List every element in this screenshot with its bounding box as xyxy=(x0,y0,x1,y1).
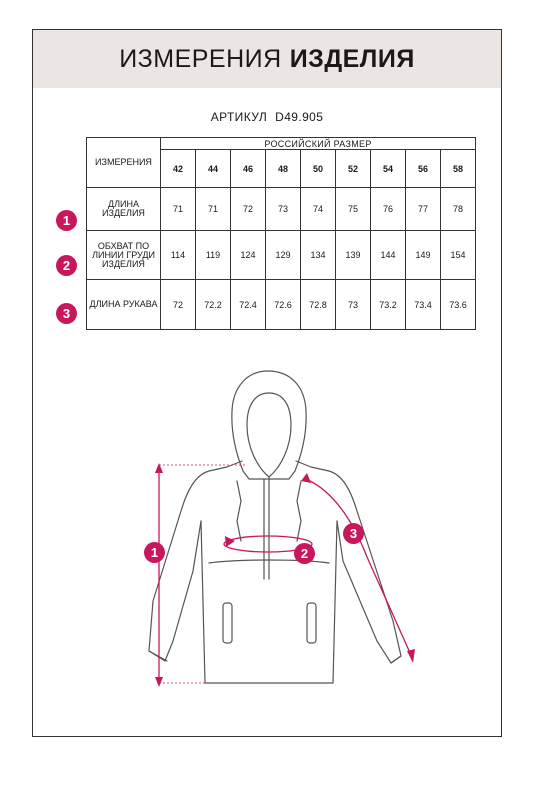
article-code: D49.905 xyxy=(275,110,324,124)
diagram-marker-2: 2 xyxy=(294,543,315,564)
table-cell: 129 xyxy=(266,231,301,280)
size-header: 58 xyxy=(441,150,476,188)
corner-label: ИЗМЕРЕНИЯ xyxy=(87,138,161,188)
table-cell: 139 xyxy=(336,231,371,280)
row-label: ДЛИНА РУКАВА xyxy=(87,280,161,330)
table-cell: 72.6 xyxy=(266,280,301,330)
size-header: 52 xyxy=(336,150,371,188)
table-cell: 71 xyxy=(196,188,231,231)
size-group-label: РОССИЙСКИЙ РАЗМЕР xyxy=(161,138,476,150)
hoodie-diagram xyxy=(33,30,501,736)
size-header: 48 xyxy=(266,150,301,188)
size-header: 54 xyxy=(371,150,406,188)
table-cell: 119 xyxy=(196,231,231,280)
table-cell: 74 xyxy=(301,188,336,231)
table-cell: 73 xyxy=(266,188,301,231)
table-cell: 72.8 xyxy=(301,280,336,330)
table-cell: 124 xyxy=(231,231,266,280)
table-cell: 114 xyxy=(161,231,196,280)
table-cell: 73.2 xyxy=(371,280,406,330)
row-number-badge: 2 xyxy=(56,255,77,276)
size-header: 56 xyxy=(406,150,441,188)
size-header: 44 xyxy=(196,150,231,188)
hoodie-sketch xyxy=(149,371,401,683)
article-label: АРТИКУЛ xyxy=(210,110,268,124)
row-number-badge: 1 xyxy=(56,210,77,231)
table-cell: 71 xyxy=(161,188,196,231)
measurement-guides xyxy=(155,463,415,687)
table-cell: 72 xyxy=(231,188,266,231)
table-cell: 73.4 xyxy=(406,280,441,330)
table-cell: 72 xyxy=(161,280,196,330)
diagram-marker-1: 1 xyxy=(144,542,165,563)
table-cell: 154 xyxy=(441,231,476,280)
table-cell: 149 xyxy=(406,231,441,280)
measurement-card xyxy=(32,29,502,737)
table-cell: 78 xyxy=(441,188,476,231)
size-header: 46 xyxy=(231,150,266,188)
size-header: 50 xyxy=(301,150,336,188)
table-cell: 144 xyxy=(371,231,406,280)
table-cell: 134 xyxy=(301,231,336,280)
title-light: ИЗМЕРЕНИЯ xyxy=(119,44,282,73)
row-label: ДЛИНА ИЗДЕЛИЯ xyxy=(87,188,161,231)
row-number-badge: 3 xyxy=(56,303,77,324)
size-header: 42 xyxy=(161,150,196,188)
table-cell: 73 xyxy=(336,280,371,330)
table-cell: 73.6 xyxy=(441,280,476,330)
table-cell: 72.2 xyxy=(196,280,231,330)
diagram-marker-3: 3 xyxy=(343,523,364,544)
table-cell: 72.4 xyxy=(231,280,266,330)
table-cell: 76 xyxy=(371,188,406,231)
table-cell: 77 xyxy=(406,188,441,231)
row-label: ОБХВАТ ПО ЛИНИИ ГРУДИ ИЗДЕЛИЯ xyxy=(87,231,161,280)
title-bold: ИЗДЕЛИЯ xyxy=(289,44,415,73)
table-cell: 75 xyxy=(336,188,371,231)
